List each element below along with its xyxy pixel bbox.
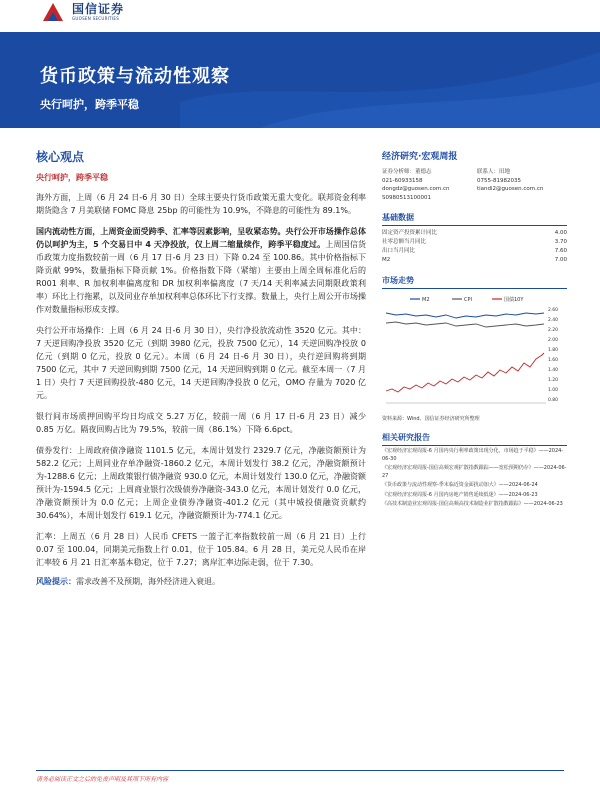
company-logo — [40, 0, 160, 24]
related-research-heading: 相关研究报告 — [382, 432, 567, 446]
market-trend-heading: 市场走势 — [382, 275, 567, 289]
paragraph-domestic-body: 上周国信货币政策力度指数较前一周（6 月 17 日-6 月 23 日）下降 0.24 至 100.86。其中价格指标下降贡献 99%，数量指标下降贡献 1%。价格指数下降（紧缩）主要由上周全周标准化后的 R001 利率、R 加权利率偏离度和 DR 加权利率偏离度（7 天/14 天利率减去同期限政策利率）环比上行拖累，以及同业存单加权利率总体环比下行支撑。数量上，央行上周公开市场操作对数量指标形成支撑。 — [36, 240, 366, 314]
basic-data-row: 固定资产投资累计同比 4.00 — [382, 230, 567, 236]
paragraph-domestic-lead: 国内流动性方面，上周资金面受跨季、汇率等因素影响，呈收紧态势。央行公开市场操作总体仍以呵护为主，5 个交易日中 4 天净投放，仅上周二缩量续作，跨季平稳度过。 — [36, 227, 366, 249]
series-line-bond — [386, 353, 544, 392]
page-footer — [36, 770, 564, 783]
report-type: 经济研究·宏观周报 — [382, 152, 458, 162]
paragraph-repo: 银行间市场质押回购平均日均成交 5.27 万亿，较前一周（6 月 17 日-6 月 23 日）减少 0.85 万亿。隔夜回购占比为 79.5%，较前一周（86.1%）下降 6.6pct。 — [36, 412, 366, 434]
risk-text: 需求改善不及预期，海外经济进入衰退。 — [76, 577, 220, 586]
section-title: 核心观点 — [36, 150, 85, 164]
market-trend-chart — [382, 293, 567, 413]
contact-email[interactable]: tiandi2@guosen.com.cn — [477, 186, 544, 192]
ytick: 1.00 — [548, 388, 559, 393]
related-report-link[interactable]: 《货币政策与流动性观察-季末临近资金面扰动加大》——2024-06-24 — [382, 482, 538, 488]
ytick: 2.20 — [548, 328, 559, 333]
paragraph-fx: 汇率：上周五（6 月 28 日）人民币 CFETS 一篮子汇率指数较前一周（6 月 21 日）上行 0.07 至 100.04，同期美元指数上行 0.01，位于 105.84。6 月 28 日，美元兑人民币在岸汇率较 6 月 21 日汇率基本稳定，位于 7.27；离岸汇率边际走弱，位于 7.30。 — [36, 532, 366, 567]
contact-name: 联系人：田地 — [477, 169, 511, 175]
analyst-info — [382, 168, 567, 202]
paragraph-domestic — [36, 225, 366, 316]
analyst-phone: 021-60933158 — [382, 177, 423, 184]
legend-label-cpi: CPI — [464, 297, 472, 303]
paragraph-overseas: 海外方面，上周（6 月 24 日-6 月 30 日）全球主要央行货币政策无重大变化。联邦资金利率期货隐含 7 月美联储 FOMC 降息 25bp 的可能性为 10.9%，不降息的可能性为 89.1%。 — [36, 193, 366, 215]
chart-source: 资料来源：Wind、国信证券经济研究所整理 — [382, 416, 480, 422]
basic-data-heading: 基础数据 — [382, 212, 567, 226]
legend-label-m2: M2 — [422, 297, 430, 303]
series-line-cpi — [386, 322, 544, 327]
paragraph-bond-issuance: 债券发行：上周政府债净融资 1101.5 亿元，本周计划发行 2329.7 亿元，净融资额预计为 582.2 亿元；上周同业存单净融资-1860.2 亿元，本周计划发行 38.2 亿元，净融资额预计为-1288.6 亿元；上周政策银行债净融资 930.0 亿元，本周计划发行 130.0 亿元，净融资额预计为-1594.5 亿元；上周商业银行次级债券净融资-343.0 亿元，本周计划发行 0.0 亿元，净融资额预计为 0.0 亿元；上周企业债券净融资-401.2 亿元（其中城投债融资贡献约 30.64%），本周计划发行 619.1 亿元，净融资额预计为-774.1 亿元。 — [36, 446, 366, 520]
basic-data-row: 社零总额当月同比 3.70 — [382, 239, 567, 245]
title-banner — [0, 32, 600, 128]
chart-yticks — [548, 307, 558, 403]
market-trend-chart-svg — [382, 293, 567, 413]
risk-label: 风险提示： — [36, 577, 76, 586]
basic-data-table — [382, 229, 567, 265]
main-content — [36, 140, 366, 588]
basic-data-row: 出口当月同比 7.60 — [382, 248, 567, 254]
logo-mark-icon — [40, 1, 66, 23]
contact-phone: 0755-81982035 — [477, 177, 521, 184]
logo-name: 国信证券 — [72, 2, 125, 16]
report-title: 货币政策与流动性观察 — [40, 66, 230, 87]
basic-data-row: M2 7.00 — [382, 257, 567, 263]
sidebar — [382, 140, 567, 509]
ytick: 1.40 — [548, 368, 559, 373]
related-report-link[interactable]: 《宏观经济宏观周报-6 月国内房地产销售延续低迷》——2024-06-23 — [382, 491, 538, 498]
disclaimer-text: 请务必阅读正文之后的免责声明及其项下所有内容 — [36, 776, 169, 783]
banner-wave-decoration — [180, 32, 600, 128]
series-line-m2 — [386, 313, 544, 318]
logo-english-name: GUOSEN SECURITIES — [72, 16, 120, 21]
paragraph-omo: 央行公开市场操作：上周（6 月 24 日-6 月 30 日），央行净投放流动性 3520 亿元。其中：7 天逆回购净投放 3520 亿元（到期 3980 亿元，投放 7500 亿元），14 天逆回购净投放 0 亿元（到期 0 亿元，投放 0 亿元）。本周（6 月 24 日-6 月 30 日），央行逆回购将到期 7500 亿元，其中 7 天逆回购到期 7500 亿元，14 天逆回购到期 0 亿元。截至本周一（7 月 1 日）央行 7 天逆回购投放-480 亿元，14 天逆回购净投放 0 亿元，OMO 存量为 7020 亿元。 — [36, 326, 366, 400]
chart-legend — [410, 296, 524, 303]
analyst-email[interactable]: dongdz@guosen.com.cn — [382, 186, 450, 192]
report-subtitle: 央行呵护，跨季平稳 — [40, 98, 139, 111]
ytick: 0.80 — [548, 398, 559, 403]
analyst-license: S0980513100001 — [382, 194, 431, 201]
section-subtitle: 央行呵护，跨季平稳 — [36, 173, 108, 182]
related-report-link[interactable]: 《宏观经济宏观周报-国信高频宏观扩散指数跟踪——宽松预期仍存》——2024-06-27 — [382, 465, 567, 479]
related-report-link[interactable]: 《高技术制造业宏观周报-国信高频高技术制造业扩散指数跟踪》——2024-06-23 — [382, 501, 563, 507]
ytick: 2.60 — [548, 308, 559, 313]
top-bar — [0, 0, 600, 32]
ytick: 1.80 — [548, 348, 559, 353]
related-research-list — [382, 448, 567, 509]
ytick: 2.00 — [548, 338, 559, 343]
related-report-link[interactable]: 《宏观经济宏观周报-6 月国内央行利率政策出现分化，市场趋于平稳》——2024-06-30 — [382, 448, 564, 462]
risk-warning — [36, 575, 366, 588]
ytick: 1.60 — [548, 358, 559, 363]
analyst-name: 证券分析师：董德志 — [382, 169, 432, 175]
ytick: 1.20 — [548, 378, 559, 383]
ytick: 2.40 — [548, 318, 559, 323]
legend-label-bond: 国债10Y — [504, 297, 524, 303]
